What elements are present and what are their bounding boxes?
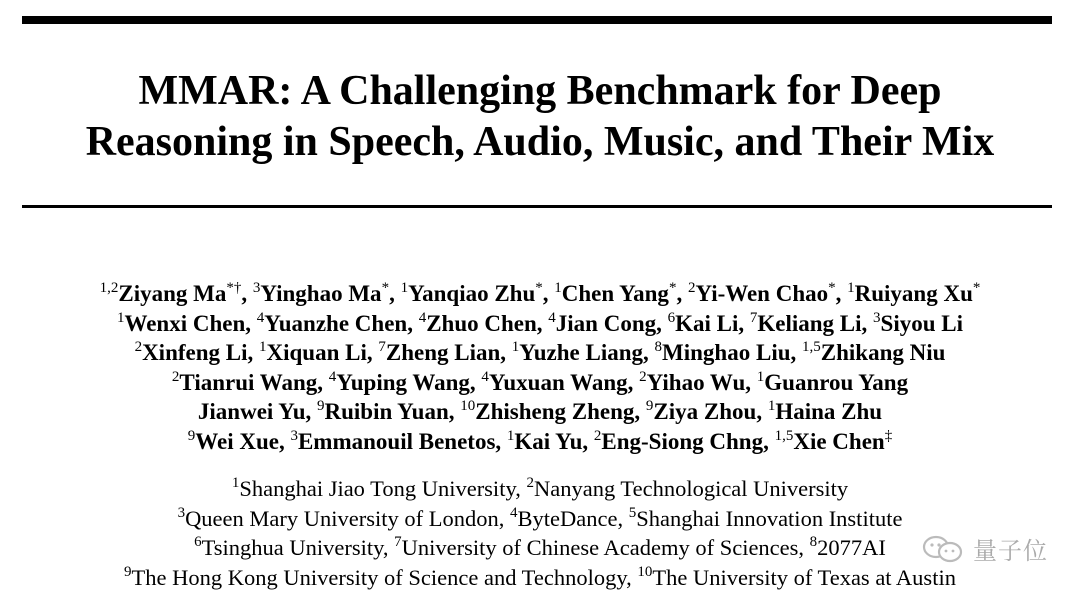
- author-name: Ziyang Ma: [118, 281, 227, 306]
- affiliation: [526, 476, 848, 501]
- author: [481, 370, 627, 395]
- author: [257, 311, 407, 336]
- author-name: Wei Xue: [195, 428, 279, 454]
- author-name: Yinghao Ma: [260, 281, 382, 306]
- affiliation: [510, 506, 617, 531]
- affiliation: [637, 565, 956, 590]
- affiliation: [232, 476, 515, 501]
- author-name: Kai Li: [675, 310, 739, 336]
- title-rule: [22, 205, 1052, 208]
- affiliation-index: 10: [637, 563, 653, 580]
- author-affiliation-index: 1: [506, 427, 515, 444]
- affiliation-list: [0, 474, 1080, 592]
- author-name: Xinfeng Li: [142, 340, 248, 366]
- affiliation: [629, 506, 903, 531]
- author: [329, 370, 470, 395]
- author-affiliation-index: 1: [847, 280, 855, 296]
- author-name: Yuzhe Liang: [519, 340, 644, 366]
- author-note-mark: *†: [226, 280, 242, 296]
- author-affiliation-index: 1: [259, 339, 267, 356]
- author: [100, 281, 242, 306]
- author-note-mark: *: [828, 280, 836, 296]
- author-name: Eng-Siong Chng: [601, 428, 764, 454]
- author-name: Guanrou Yang: [764, 369, 909, 395]
- author-affiliation-index: 1: [511, 339, 520, 356]
- author-affiliation-index: 3: [290, 427, 298, 444]
- author-note-mark: *: [535, 280, 543, 296]
- author: [512, 340, 643, 365]
- watermark-text: 量子位: [973, 537, 1048, 565]
- affiliation-index: 6: [194, 534, 202, 551]
- author: [873, 311, 963, 336]
- author: [554, 281, 676, 306]
- author-name: Siyou Li: [880, 310, 964, 336]
- author-name: Zheng Lian: [385, 340, 501, 366]
- affiliation-name: University of Chinese Academy of Sciences: [401, 535, 799, 561]
- author-affiliation-index: 9: [645, 398, 654, 415]
- affiliation-line: $^6$Tsinghua University, $^7$University of Chinese Academy of Sciences, $^8$2077AI: [194, 534, 886, 561]
- paper-title: [0, 66, 1080, 168]
- affiliation: [810, 535, 886, 560]
- affiliation-name: Shanghai Innovation Institute: [636, 505, 903, 531]
- author-name: Yihao Wu: [646, 369, 746, 395]
- author-name: Ruibin Yuan: [324, 399, 449, 425]
- author-affiliation-index: 4: [418, 309, 427, 326]
- author-name: Yanqiao Zhu: [408, 281, 536, 306]
- affiliation-name: 2077AI: [817, 535, 886, 561]
- author: [317, 399, 449, 424]
- author-name: Minghao Liu: [662, 340, 791, 366]
- author-affiliation-index: 1: [554, 280, 562, 296]
- author: [188, 429, 279, 454]
- affiliation-index: 5: [628, 504, 637, 521]
- author-affiliation-index: 3: [252, 280, 261, 296]
- author: [290, 429, 495, 454]
- author-affiliation-index: 7: [749, 309, 758, 326]
- author-line: Jianwei Yu, $^9$Ruibin Yuan, $^{10}$Zhisheng Zheng, $^9$Ziya Zhou, $^1$Haina Zhu: [197, 398, 883, 425]
- author-note-mark: *: [668, 280, 677, 296]
- author-name: Yi-Wen Chao: [695, 281, 829, 306]
- author-affiliation-index: 8: [654, 339, 663, 356]
- author-name: Keliang Li: [757, 310, 862, 336]
- author-name: Yuanzhe Chen: [264, 310, 408, 336]
- author-affiliation-index: 9: [187, 427, 196, 444]
- author: [775, 429, 893, 454]
- affiliation-name: ByteDance: [517, 505, 618, 531]
- affiliation-line: $^9$The Hong Kong University of Science and Technology, $^{10}$The University of Texas at Austin: [124, 563, 956, 590]
- author-line: $^2$Tianrui Wang, $^4$Yuping Wang, $^4$Yuxuan Wang, $^2$Yihao Wu, $^1$Guanrou Yang: [171, 368, 909, 395]
- author-line: $^2$Xinfeng Li, $^1$Xiquan Li, $^7$Zheng Lian, $^1$Yuzhe Liang, $^8$Minghao Liu, $^{1,5}$Zhikang Niu: [134, 339, 946, 366]
- author: [646, 399, 756, 424]
- author-line: $^9$Wei Xue, $^3$Emmanouil Benetos, $^1$Kai Yu, $^2$Eng-Siong Chng, $^{1,5}$Xie Chen‡: [187, 427, 893, 454]
- author-affiliation-index: 4: [328, 368, 337, 385]
- affiliation-name: Nanyang Technological University: [533, 476, 849, 501]
- affiliation-name: The Hong Kong University of Science and Technology: [131, 564, 627, 590]
- author-affiliation-index: 1: [756, 368, 765, 385]
- author-name: Zhikang Niu: [820, 340, 946, 366]
- author-name: Kai Yu: [514, 428, 583, 454]
- author: [639, 370, 745, 395]
- author-note-mark: *: [381, 280, 390, 296]
- author: [507, 429, 582, 454]
- author: [548, 311, 656, 336]
- author-affiliation-index: 10: [460, 398, 476, 415]
- affiliation-line: $^1$Shanghai Jiao Tong University, $^2$Nanyang Technological University: [231, 475, 849, 501]
- affiliation: [394, 535, 798, 560]
- title-line-2: Reasoning in Speech, Audio, Music, and Their Mix: [85, 119, 995, 165]
- affiliation-name: Queen Mary University of London: [185, 505, 499, 531]
- top-rule: [22, 16, 1052, 24]
- author-affiliation-index: 2: [593, 427, 602, 444]
- author: [594, 429, 763, 454]
- affiliation-name: Shanghai Jiao Tong University: [239, 476, 516, 501]
- author: [378, 340, 500, 365]
- author: [668, 311, 739, 336]
- author-affiliation-index: 1,5: [774, 427, 794, 444]
- author-name: Jian Cong: [555, 310, 657, 336]
- affiliation-name: The University of Texas at Austin: [652, 564, 956, 590]
- author-name: Zhisheng Zheng: [475, 399, 635, 425]
- author-name: Chen Yang: [561, 281, 669, 306]
- author-affiliation-index: 1,2: [99, 280, 119, 296]
- author-note-mark: *: [972, 280, 981, 296]
- author-affiliation-index: 2: [134, 339, 143, 356]
- affiliation-index: 1: [231, 475, 240, 491]
- author: [259, 340, 367, 365]
- author-name: Tianrui Wang: [179, 369, 318, 395]
- affiliation: [178, 506, 499, 531]
- author-affiliation-index: 2: [687, 280, 696, 296]
- affiliation-index: 7: [394, 534, 402, 551]
- author-affiliation-index: 6: [667, 309, 676, 326]
- author: [688, 281, 836, 306]
- author-affiliation-index: 1: [400, 280, 409, 296]
- author-name: Yuxuan Wang: [488, 369, 628, 395]
- author-name: Ziya Zhou: [653, 399, 757, 425]
- author-line: $^1$Wenxi Chen, $^4$Yuanzhe Chen, $^4$Zhuo Chen, $^4$Jian Cong, $^6$Kai Li, $^7$Keliang Li, $^3$Siyou Li: [116, 309, 964, 336]
- author: [768, 399, 882, 424]
- affiliation-line: $^3$Queen Mary University of London, $^4$ByteDance, $^5$Shanghai Innovation Institute: [177, 504, 903, 531]
- author: [401, 281, 543, 306]
- author-name: Haina Zhu: [775, 399, 883, 425]
- author-affiliation-index: 4: [256, 309, 265, 326]
- author-name: Xie Chen: [793, 428, 885, 454]
- affiliation-name: Tsinghua University: [201, 535, 383, 561]
- author-affiliation-index: 1: [767, 398, 776, 415]
- author: [419, 311, 537, 336]
- affiliation: [124, 565, 626, 590]
- wechat-channel-icon: [921, 534, 965, 564]
- watermark: [921, 531, 1048, 566]
- affiliation-index: 8: [809, 534, 818, 551]
- author-affiliation-index: 9: [317, 398, 325, 415]
- author: [655, 340, 791, 365]
- author: [802, 340, 945, 365]
- author-affiliation-index: 2: [639, 368, 647, 385]
- affiliation-index: 9: [124, 563, 132, 580]
- affiliation-index: 4: [510, 504, 518, 521]
- affiliation: [194, 535, 383, 560]
- author-affiliation-index: 1: [116, 309, 125, 326]
- author-affiliation-index: 1,5: [802, 339, 821, 356]
- author-name: Emmanouil Benetos: [297, 428, 496, 454]
- author: [253, 281, 389, 306]
- author-line: $^{1,2}$Ziyang Ma*†, $^3$Yinghao Ma*, $^1$Yanqiao Zhu*, $^1$Chen Yang*, $^2$Yi-Wen Chao*, $^1$Ruiyang Xu*: [99, 280, 981, 306]
- author-affiliation-index: 4: [548, 309, 556, 326]
- author: [198, 399, 306, 424]
- title-line-1: MMAR: A Challenging Benchmark for Deep: [138, 68, 942, 114]
- author-name: Wenxi Chen: [124, 310, 246, 336]
- affiliation-index: 3: [177, 504, 186, 521]
- author: [460, 399, 634, 424]
- author-affiliation-index: 3: [873, 309, 881, 326]
- author-note-mark: ‡: [884, 427, 893, 444]
- author-affiliation-index: 7: [378, 339, 386, 356]
- author-name: Xiquan Li: [266, 340, 367, 366]
- affiliation-index: 2: [526, 475, 534, 491]
- author-name: Zhuo Chen: [426, 310, 537, 336]
- author-name: Ruiyang Xu: [854, 281, 973, 306]
- author-list: [0, 279, 1080, 457]
- author: [847, 281, 980, 306]
- author: [757, 370, 908, 395]
- author: [750, 311, 862, 336]
- author: [135, 340, 248, 365]
- author-name: Jianwei Yu: [197, 399, 306, 425]
- author: [172, 370, 317, 395]
- author-name: Yuping Wang: [336, 369, 470, 395]
- author-affiliation-index: 4: [481, 368, 489, 385]
- author: [117, 311, 245, 336]
- author-affiliation-index: 2: [171, 368, 180, 385]
